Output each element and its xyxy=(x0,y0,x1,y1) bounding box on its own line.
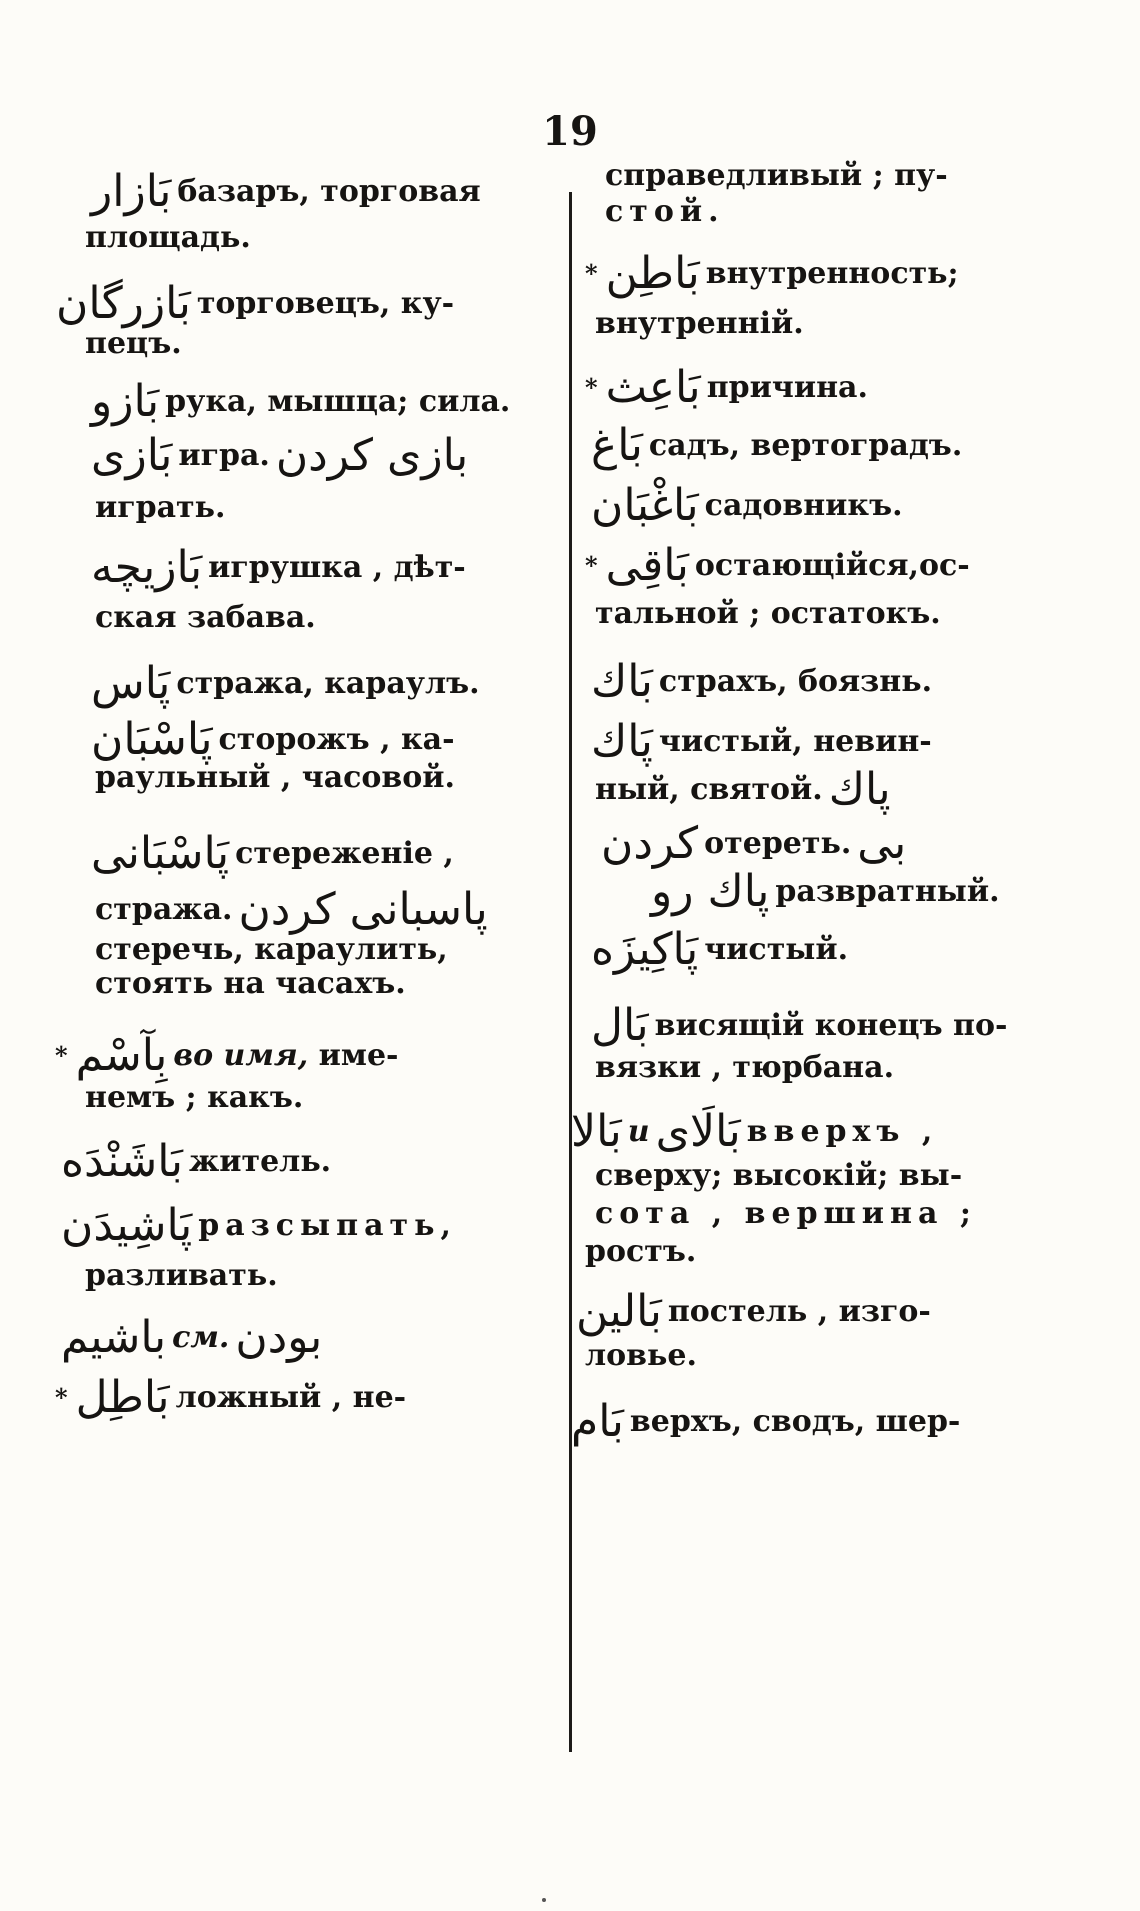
entry-line xyxy=(585,656,933,707)
entry-line xyxy=(55,1312,328,1363)
entry-line xyxy=(85,430,474,481)
entry-line xyxy=(585,362,868,413)
entry-text: внутренній. xyxy=(595,306,804,341)
entry-text: сверху; высокій; вы- xyxy=(595,1158,963,1193)
asterisk-mark: * xyxy=(585,373,598,402)
entry-line xyxy=(85,1260,278,1291)
arabic-headword: بَاك xyxy=(591,656,653,707)
page-number: 19 xyxy=(542,108,598,155)
entry-line xyxy=(85,166,481,217)
entry-line xyxy=(95,934,448,965)
entry-line xyxy=(585,1236,696,1267)
entry-line xyxy=(50,278,455,329)
arabic-headword: بَاطِن xyxy=(605,248,700,299)
asterisk-mark: * xyxy=(585,551,598,580)
entry-text: стеречь, караулить, xyxy=(95,932,448,967)
entry-line xyxy=(85,1082,303,1113)
entry-text: игра. xyxy=(178,438,270,473)
entry-text: разсыпать, xyxy=(198,1208,457,1243)
entry-line xyxy=(585,540,970,591)
arabic-headword: پَاكِيزَه xyxy=(591,924,699,975)
entry-text: играть. xyxy=(95,490,226,525)
entry-line xyxy=(565,1396,961,1447)
entry-text: верхъ, сводъ, шер- xyxy=(629,1404,961,1439)
arabic-headword: بَاغْبَان xyxy=(591,480,699,531)
entry-text: отереть. xyxy=(704,826,852,861)
arabic-headword: بَازار xyxy=(91,166,172,217)
entry-text: немъ ; какъ. xyxy=(85,1080,304,1115)
arabic-headword: بَازى xyxy=(91,430,173,481)
entry-line xyxy=(605,160,948,191)
arabic-headword: پَاك xyxy=(591,716,653,767)
entry-line xyxy=(595,1160,962,1191)
entry-line xyxy=(570,1286,931,1337)
entry-text: стой. xyxy=(605,194,725,229)
entry-text: пецъ. xyxy=(85,326,182,361)
entry-line xyxy=(585,248,959,299)
arabic-headword: بَازيچه xyxy=(91,542,203,593)
arabic-headword: بَاغ xyxy=(591,420,643,471)
paper-speck xyxy=(542,1898,546,1902)
entry-text: страхъ, боязнь. xyxy=(658,664,933,699)
arabic-headword: بَازرگان xyxy=(56,278,191,329)
entry-text: справедливый ; пу- xyxy=(605,158,948,193)
entry-text: житель. xyxy=(188,1144,332,1179)
arabic-headword: بَالا xyxy=(571,1106,622,1157)
arabic-headword: باشيم xyxy=(61,1312,167,1363)
entry-text: постель , изго- xyxy=(667,1294,931,1329)
entry-line xyxy=(585,480,903,531)
entry-italic: см. xyxy=(172,1320,230,1355)
entry-line xyxy=(95,602,316,633)
arabic-phrase: پاسبانى كردن xyxy=(238,884,488,935)
entry-line xyxy=(85,376,511,427)
entry-line xyxy=(595,308,804,339)
entry-text: ростъ. xyxy=(585,1234,697,1269)
arabic-headword: پَاشِيدَن xyxy=(61,1200,193,1251)
entry-text: разливать. xyxy=(85,1258,278,1293)
arabic-phrase: بَالَاى xyxy=(655,1106,741,1157)
entry-text: внутренность; xyxy=(705,256,959,291)
entry-text: остающійся,ос- xyxy=(694,548,970,583)
entry-line xyxy=(585,924,849,975)
entry-text: садъ, вертоградъ. xyxy=(648,428,963,463)
entry-line xyxy=(85,828,454,879)
entry-text: ный, святой. xyxy=(595,772,823,807)
entry-line xyxy=(595,1198,977,1229)
entry-line xyxy=(595,764,897,815)
entry-text: сторожъ , ка- xyxy=(218,722,455,757)
entry-text: вверхъ , xyxy=(746,1114,939,1149)
entry-line xyxy=(85,328,182,359)
entry-line xyxy=(85,658,480,709)
arabic-headword: بَالين xyxy=(576,1286,662,1337)
entry-text: торговецъ, ку- xyxy=(196,286,455,321)
entry-text: чистый, невин- xyxy=(658,724,932,759)
asterisk-mark: * xyxy=(55,1383,68,1412)
arabic-headword: بَال xyxy=(591,1000,649,1051)
entry-text: чистый. xyxy=(704,932,849,967)
arabic-headword: بَاطِل xyxy=(75,1372,170,1423)
arabic-headword: پَاس xyxy=(91,658,171,709)
entry-text: стоять на часахъ. xyxy=(95,966,406,1001)
entry-text: игрушка , дѣт- xyxy=(208,550,466,585)
entry-text: раульный , часовой. xyxy=(95,760,455,795)
arabic-headword: بَام xyxy=(571,1396,624,1447)
entry-line xyxy=(585,1000,1008,1051)
entry-line xyxy=(55,1200,457,1251)
entry-text: ская забава. xyxy=(95,600,316,635)
arabic-headword: بِآسْم xyxy=(75,1030,168,1081)
entry-line xyxy=(55,1136,332,1187)
entry-text: име- xyxy=(318,1038,399,1073)
entry-italic: во имя, xyxy=(173,1038,309,1073)
entry-line xyxy=(95,884,494,935)
entry-line xyxy=(55,1030,399,1081)
entry-line xyxy=(595,818,912,869)
entry-text: сота , вершина ; xyxy=(595,1196,977,1231)
entry-text: стража, караулъ. xyxy=(176,666,480,701)
arabic-headword: بَاعِث xyxy=(605,362,701,413)
arabic-headword: بَاقِى xyxy=(605,540,689,591)
entry-text: стража. xyxy=(95,892,233,927)
entry-line xyxy=(585,716,932,767)
entry-text: базаръ, торговая xyxy=(177,174,481,209)
arabic-phrase: بازى كردن xyxy=(275,430,469,481)
arabic-phrase: پاك xyxy=(828,764,891,815)
entry-line xyxy=(585,420,963,471)
entry-line xyxy=(85,714,455,765)
entry-line xyxy=(595,1052,894,1083)
arabic-headword: بَازو xyxy=(91,376,160,427)
arabic-phrase: بودن xyxy=(235,1312,323,1363)
entry-line xyxy=(85,542,466,593)
arabic-phrase: بى xyxy=(857,818,907,869)
asterisk-mark: * xyxy=(585,259,598,288)
entry-text: развратный. xyxy=(775,874,1000,909)
arabic-headword: بَاشَنْدَه xyxy=(61,1136,183,1187)
entry-text: висящій конецъ по- xyxy=(654,1008,1008,1043)
column-divider xyxy=(569,192,572,1752)
entry-text: площадь. xyxy=(85,220,251,255)
entry-line xyxy=(85,222,251,253)
arabic-headword: پَاسْبَان xyxy=(91,714,213,765)
entry-line xyxy=(95,762,455,793)
entry-text: стереженіе , xyxy=(235,836,454,871)
arabic-headword: پَاسْبَانى xyxy=(91,828,230,879)
entry-line xyxy=(585,1340,697,1371)
entry-italic: и xyxy=(627,1114,650,1149)
asterisk-mark: * xyxy=(55,1041,68,1070)
entry-text: ложный , не- xyxy=(175,1380,407,1415)
entry-text: рука, мышца; сила. xyxy=(165,384,511,419)
entry-text: причина. xyxy=(706,370,868,405)
entry-text: тальной ; остатокъ. xyxy=(595,596,941,631)
entry-line xyxy=(95,968,406,999)
entry-line xyxy=(55,1372,407,1423)
entry-line xyxy=(645,866,1000,917)
entry-text: ловье. xyxy=(585,1338,697,1373)
entry-line xyxy=(595,598,941,629)
entry-text: вязки , тюрбана. xyxy=(595,1050,895,1085)
entry-text: садовникъ. xyxy=(704,488,903,523)
arabic-phrase: كردن xyxy=(601,818,699,869)
entry-line xyxy=(95,492,225,523)
entry-line xyxy=(605,196,725,227)
arabic-phrase: پاك رو xyxy=(651,866,770,917)
entry-line xyxy=(565,1106,939,1157)
